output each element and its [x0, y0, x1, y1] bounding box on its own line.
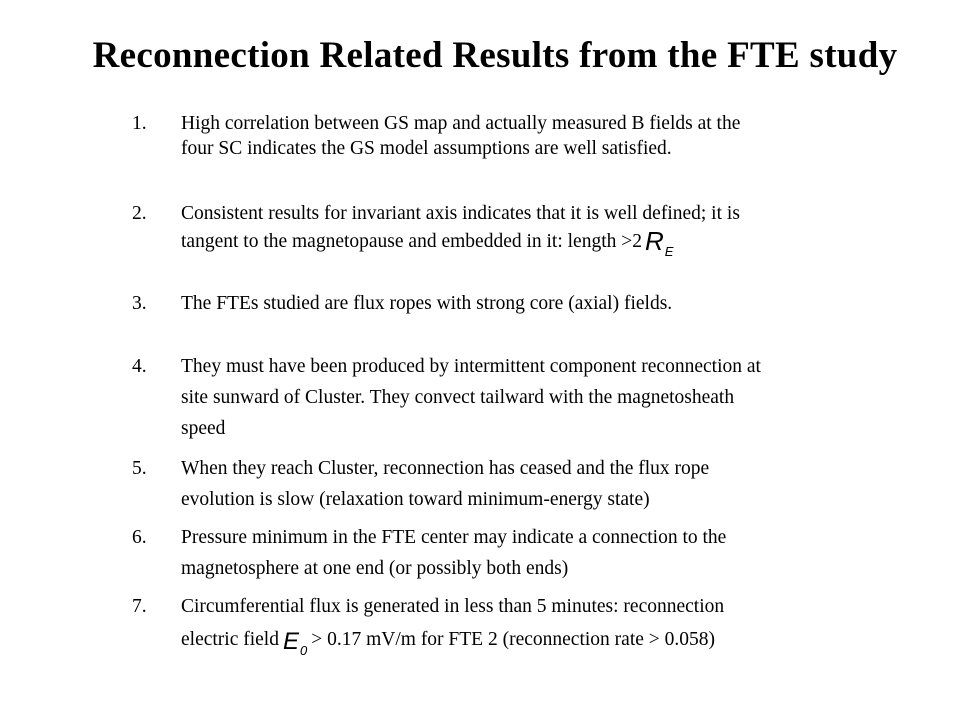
item-text: [181, 351, 911, 444]
item-text: [181, 522, 911, 584]
item-number: 5.: [132, 458, 147, 479]
item-line-text: tangent to the magnetopause and embedded in it: length >2: [181, 231, 643, 252]
item-line: High correlation between GS map and actually measured B fields at the: [181, 113, 741, 134]
item-text: [181, 591, 911, 656]
item-number: 1.: [132, 113, 147, 134]
item-line: [181, 622, 911, 656]
item-line: The FTEs studied are flux ropes with strong core (axial) fields.: [181, 293, 673, 314]
math-subscript: E: [664, 244, 674, 259]
item-number: 7.: [132, 596, 147, 617]
item-line: [181, 226, 911, 259]
item-line: evolution is slow (relaxation toward minimum-energy state): [181, 489, 650, 510]
item-line: Consistent results for invariant axis indicates that it is well defined; it is: [181, 203, 740, 224]
item-line: four SC indicates the GS model assumptions are well satisfied.: [181, 138, 672, 159]
item-text: [181, 201, 911, 259]
item-line: When they reach Cluster, reconnection has ceased and the flux rope: [181, 458, 710, 479]
item-text: [181, 291, 911, 316]
item-line-text: electric field: [181, 629, 279, 650]
math-symbol: R: [645, 226, 664, 256]
electric-field-symbol: [282, 628, 308, 658]
item-line: Pressure minimum in the FTE center may indicate a connection to the: [181, 527, 727, 548]
item-text: [181, 453, 911, 515]
item-line: Circumferential flux is generated in less than 5 minutes: reconnection: [181, 596, 725, 617]
item-number: 3.: [132, 293, 147, 314]
slide-title: Reconnection Related Results from the FTE study: [92, 35, 898, 76]
item-number: 6.: [132, 527, 147, 548]
item-line: site sunward of Cluster. They convect tailward with the magnetosheath: [181, 387, 735, 408]
item-line: speed: [181, 418, 226, 439]
math-symbol: E: [282, 628, 299, 655]
earth-radius-symbol: [645, 226, 674, 259]
item-line: magnetosphere at one end (or possibly both ends): [181, 558, 569, 579]
item-line: They must have been produced by intermittent component reconnection at: [181, 356, 761, 377]
item-number: 4.: [132, 356, 147, 377]
math-subscript: 0: [300, 643, 308, 658]
item-text: [181, 111, 911, 161]
item-line-text: > 0.17 mV/m for FTE 2 (reconnection rate > 0.058): [311, 629, 716, 650]
item-number: 2.: [132, 203, 147, 224]
